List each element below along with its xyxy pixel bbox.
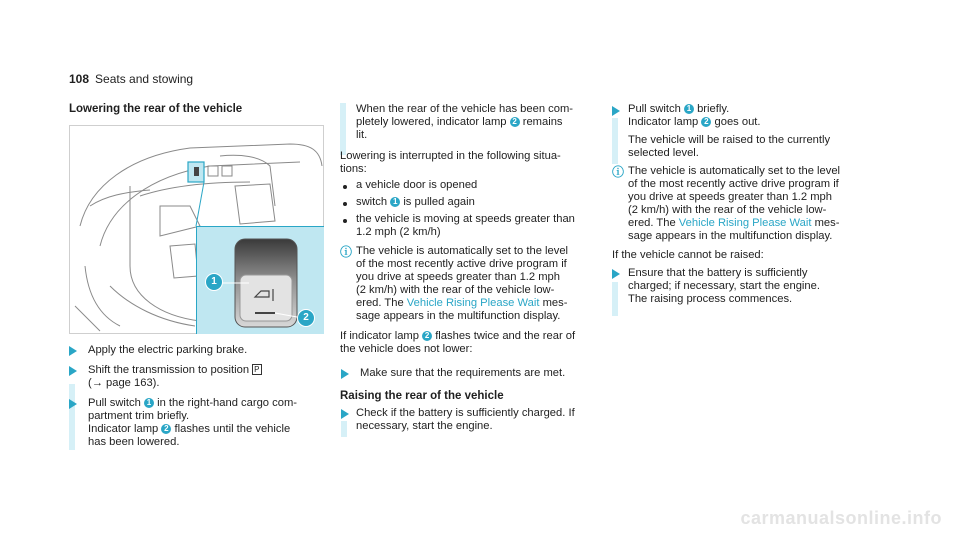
- info-text: (2 km/h) with the rear of the vehicle low-: [628, 204, 827, 216]
- callout-ref-2: 2: [161, 424, 171, 434]
- list-item: switch 1 is pulled again: [356, 196, 475, 208]
- callout-ref-1: 1: [144, 398, 154, 408]
- info-text: sage appears in the multifunction display.: [628, 230, 833, 242]
- callout-2: 2: [297, 309, 315, 327]
- text-line: If indicator lamp 2 flashes twice and the rear of: [340, 330, 576, 342]
- step-text: Pull switch 1 briefly.: [628, 103, 730, 115]
- text-line: Lowering is interrupted in the following situa-: [340, 150, 561, 162]
- info-text: (2 km/h) with the rear of the vehicle low-: [356, 284, 555, 296]
- step-text: selected level.: [628, 147, 699, 159]
- step-text: Indicator lamp 2 goes out.: [628, 116, 761, 128]
- step-apply-brake: Apply the electric parking brake.: [88, 344, 248, 356]
- highlight-bar: [612, 118, 618, 164]
- display-message: Vehicle Rising Please Wait: [406, 297, 540, 309]
- info-text: ered. The Vehicle Rising Please Wait mes-: [628, 217, 840, 229]
- text-line: pletely lowered, indicator lamp 2 remains: [356, 116, 563, 128]
- step-text: The vehicle will be raised to the currently: [628, 134, 831, 146]
- step-arrow-icon: [612, 269, 620, 279]
- text-line: When the rear of the vehicle has been com-: [356, 103, 574, 115]
- list-item: a vehicle door is opened: [356, 179, 478, 191]
- step-text: charged; if necessary, start the engine.: [628, 280, 820, 292]
- page-number: 108: [69, 72, 90, 86]
- text-line: tions:: [340, 163, 367, 175]
- text-line: the vehicle does not lower:: [340, 343, 473, 355]
- step-text: Make sure that the requirements are met.: [360, 367, 566, 379]
- highlight-bar: [69, 384, 75, 450]
- step-arrow-icon: [341, 369, 349, 379]
- step-text: Ensure that the battery is sufficiently: [628, 267, 808, 279]
- step-pull-switch-l4: has been lowered.: [88, 436, 180, 448]
- bullet-icon: [343, 202, 347, 206]
- page-reference: (→ page 163).: [88, 377, 160, 389]
- step-text: Check if the battery is sufficiently charged. If: [356, 407, 575, 419]
- highlight-bar: [340, 103, 346, 155]
- step-arrow-icon: [69, 346, 77, 356]
- info-icon: ⓘ: [340, 245, 353, 259]
- info-text: of the most recently active drive program if: [628, 178, 839, 190]
- info-text: ered. The Vehicle Rising Please Wait mes-: [356, 297, 568, 309]
- step-pull-switch-l3: Indicator lamp 2 flashes until the vehicle: [88, 423, 291, 435]
- display-message: Vehicle Rising Please Wait: [678, 217, 812, 229]
- step-arrow-icon: [341, 409, 349, 419]
- section-title-raising: Raising the rear of the vehicle: [340, 390, 504, 402]
- callout-ref-2: 2: [422, 331, 432, 341]
- step-shift-transmission: Shift the transmission to position P: [88, 364, 260, 376]
- info-text: The vehicle is automatically set to the level: [628, 165, 841, 177]
- step-pull-switch-l1: Pull switch 1 in the right-hand cargo com-: [88, 397, 297, 409]
- section-name: Seats and stowing: [95, 72, 194, 86]
- info-icon: ⓘ: [612, 165, 625, 179]
- highlight-bar: [341, 421, 347, 437]
- watermark: carmanualsonline.info: [740, 508, 942, 528]
- callout-1: 1: [205, 273, 223, 291]
- step-arrow-icon: [69, 399, 77, 409]
- info-text: you drive at speeds greater than 1.2 mph: [628, 191, 832, 203]
- bullet-icon: [343, 185, 347, 189]
- step-arrow-icon: [612, 106, 620, 116]
- info-text: of the most recently active drive program if: [356, 258, 567, 270]
- step-pull-switch-l2: partment trim briefly.: [88, 410, 190, 422]
- page-header: [69, 72, 193, 86]
- info-text: you drive at speeds greater than 1.2 mph: [356, 271, 560, 283]
- highlight-bar: [612, 282, 618, 316]
- callout-ref-1: 1: [390, 197, 400, 207]
- section-title-lowering: Lowering the rear of the vehicle: [69, 103, 243, 115]
- list-item: the vehicle is moving at speeds greater than: [356, 213, 575, 225]
- text-line: If the vehicle cannot be raised:: [612, 249, 764, 261]
- list-item: 1.2 mph (2 km/h): [356, 226, 441, 238]
- bullet-icon: [343, 219, 347, 223]
- info-text: The vehicle is automatically set to the level: [356, 245, 569, 257]
- text-line: lit.: [356, 129, 368, 141]
- info-text: sage appears in the multifunction display.: [356, 310, 561, 322]
- switch-detail-inset: [196, 226, 324, 334]
- step-text: The raising process commences.: [628, 293, 793, 305]
- callout-ref-2: 2: [701, 117, 711, 127]
- callout-ref-2: 2: [510, 117, 520, 127]
- park-position-symbol: P: [254, 365, 260, 374]
- step-arrow-icon: [69, 366, 77, 376]
- step-text: necessary, start the engine.: [356, 420, 493, 432]
- cargo-figure: [69, 125, 324, 334]
- callout-ref-1: 1: [684, 104, 694, 114]
